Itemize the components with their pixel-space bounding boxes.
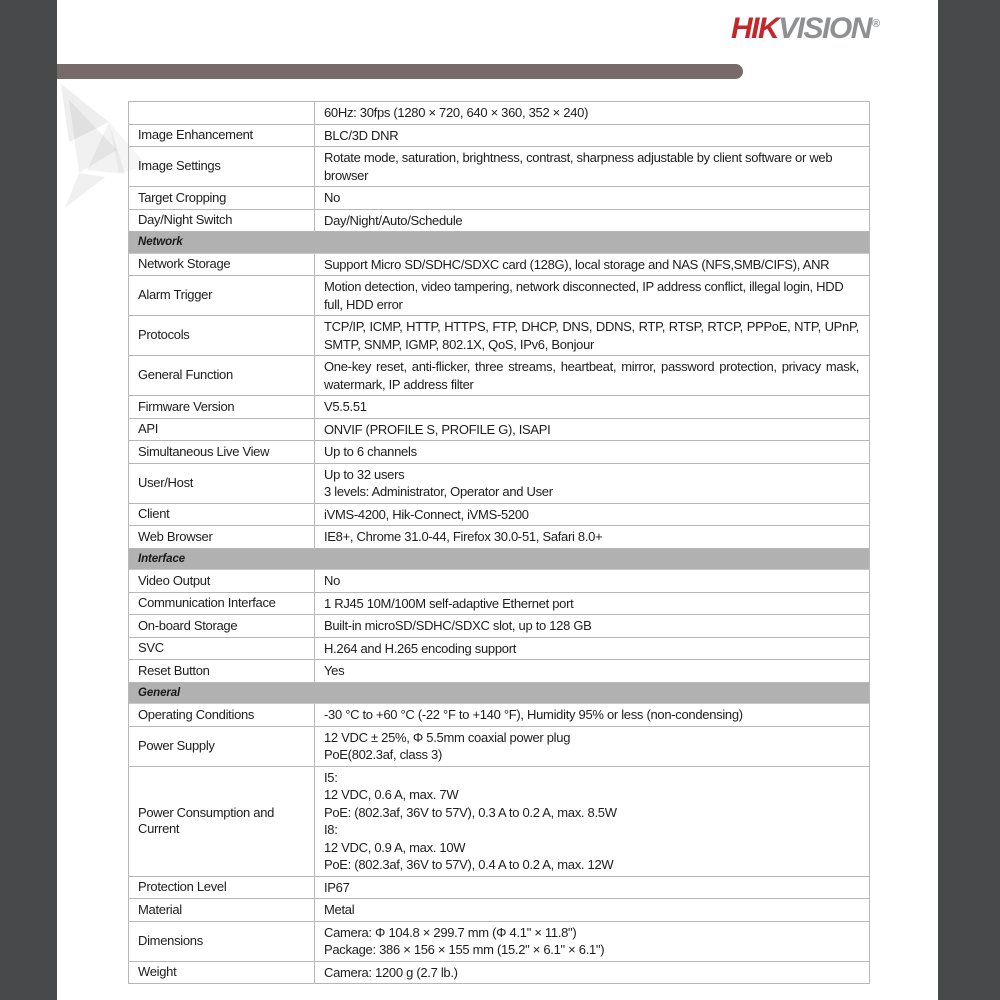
spec-value-api xyxy=(315,419,869,441)
spec-label-general-function: General Function xyxy=(129,356,315,395)
spec-value-protocols xyxy=(315,316,869,355)
spec-label-firmware-version: Firmware Version xyxy=(129,396,315,418)
spec-value-operating-conditions xyxy=(315,704,869,726)
spec-row-dimensions xyxy=(129,922,869,962)
spec-value-line: I8: xyxy=(324,822,338,837)
spec-row-operating-conditions xyxy=(129,704,869,727)
spec-value-line: Support Micro SD/SDHC/SDXC card (128G), local storage and NAS (NFS,SMB/CIFS), ANR xyxy=(324,256,830,272)
spec-row-network-storage xyxy=(129,254,869,277)
spec-row-api xyxy=(129,419,869,442)
spec-value-line: Motion detection, video tampering, network disconnected, IP address conflict, illegal login, HDD full, HDD error xyxy=(324,279,844,312)
spec-value-svc xyxy=(315,638,869,660)
spec-value-client xyxy=(315,504,869,526)
spec-value-firmware-version xyxy=(315,396,869,418)
spec-label-client: Client xyxy=(129,504,315,526)
spec-label-target-cropping: Target Cropping xyxy=(129,187,315,209)
spec-value-line: TCP/IP, ICMP, HTTP, HTTPS, FTP, DHCP, DNS, DDNS, RTP, RTSP, RTCP, PPPoE, NTP, UPnP, SMTP, SNMP, IGMP, 802.1X, QoS, IPv6, Bonjour xyxy=(324,319,859,352)
spec-value-line: ONVIF (PROFILE S, PROFILE G), ISAPI xyxy=(324,421,551,437)
spec-value-line: Metal xyxy=(324,902,355,917)
spec-label-simultaneous-live-view: Simultaneous Live View xyxy=(129,441,315,463)
logo-hik-text: HIK xyxy=(731,12,779,45)
spec-row-firmware-version xyxy=(129,396,869,419)
spec-value-line: 60Hz: 30fps (1280 × 720, 640 × 360, 352 × 240) xyxy=(324,105,589,120)
spec-value-target-cropping xyxy=(315,187,869,209)
spec-row-image-enhancement xyxy=(129,125,869,148)
spec-value-video-output xyxy=(315,570,869,592)
spec-row-video-output xyxy=(129,570,869,593)
registered-trademark-symbol: ® xyxy=(871,18,880,30)
spec-row-material xyxy=(129,899,869,922)
spec-value-communication-interface xyxy=(315,593,869,615)
spec-row-on-board-storage xyxy=(129,615,869,638)
spec-row-weight xyxy=(129,962,869,985)
spec-value-line: PoE(802.3af, class 3) xyxy=(324,747,442,762)
spec-label-frame-rate-continued xyxy=(129,102,315,124)
spec-value-line: Up to 32 users xyxy=(324,466,405,482)
spec-row-power-consumption-and-current xyxy=(129,767,869,877)
spec-label-protocols: Protocols xyxy=(129,316,315,355)
spec-value-line: PoE: (802.3af, 36V to 57V), 0.4 A to 0.2 A, max. 12W xyxy=(324,857,614,872)
spec-label-protection-level: Protection Level xyxy=(129,877,315,899)
section-header-interface: Interface xyxy=(129,549,869,571)
spec-value-day-night-switch xyxy=(315,210,869,232)
spec-value-general-function xyxy=(315,356,869,395)
spec-label-on-board-storage: On-board Storage xyxy=(129,615,315,637)
spec-label-svc: SVC xyxy=(129,638,315,660)
spec-row-protection-level xyxy=(129,877,869,900)
spec-value-line: Camera: 1200 g (2.7 lb.) xyxy=(324,964,458,980)
spec-value-alarm-trigger xyxy=(315,276,869,315)
spec-label-api: API xyxy=(129,419,315,441)
spec-row-general-function xyxy=(129,356,869,396)
left-margin-band xyxy=(0,0,57,1000)
spec-value-line: No xyxy=(324,573,341,588)
spec-row-reset-button xyxy=(129,660,869,683)
spec-value-simultaneous-live-view xyxy=(315,441,869,463)
spec-value-line: PoE: (802.3af, 36V to 57V), 0.3 A to 0.2 A, max. 8.5W xyxy=(324,804,617,820)
spec-value-network-storage xyxy=(315,254,869,276)
hikvision-logo xyxy=(731,12,880,46)
spec-label-dimensions: Dimensions xyxy=(129,922,315,961)
spec-value-image-enhancement xyxy=(315,125,869,147)
spec-value-image-settings xyxy=(315,147,869,186)
spec-row-client xyxy=(129,504,869,527)
spec-value-line: 1 RJ45 10M/100M self-adaptive Ethernet port xyxy=(324,595,574,611)
spec-value-line: 12 VDC, 0.6 A, max. 7W xyxy=(324,787,459,802)
spec-label-operating-conditions: Operating Conditions xyxy=(129,704,315,726)
spec-value-weight xyxy=(315,962,869,984)
spec-value-power-consumption-and-current xyxy=(315,767,869,876)
spec-value-line: BLC/3D DNR xyxy=(324,127,399,143)
spec-row-simultaneous-live-view xyxy=(129,441,869,464)
spec-label-image-settings: Image Settings xyxy=(129,147,315,186)
spec-row-day-night-switch xyxy=(129,210,869,233)
spec-label-web-browser: Web Browser xyxy=(129,526,315,548)
spec-value-line: IE8+, Chrome 31.0-44, Firefox 30.0-51, Safari 8.0+ xyxy=(324,529,603,544)
spec-value-reset-button xyxy=(315,660,869,682)
spec-value-line: -30 °C to +60 °C (-22 °F to +140 °F), Humidity 95% or less (non-condensing) xyxy=(324,707,743,722)
right-margin-band xyxy=(938,0,1000,1000)
spec-label-power-consumption-and-current: Power Consumption and Current xyxy=(129,767,315,876)
spec-label-image-enhancement: Image Enhancement xyxy=(129,125,315,147)
spec-value-line: One-key reset, anti-flicker, three streams, heartbeat, mirror, password protection, privacy mask, watermark, IP address filter xyxy=(324,359,859,392)
spec-label-user-host: User/Host xyxy=(129,464,315,503)
spec-label-video-output: Video Output xyxy=(129,570,315,592)
spec-row-user-host xyxy=(129,464,869,504)
header-divider-bar xyxy=(57,64,743,79)
section-header-general: General xyxy=(129,683,869,705)
spec-label-weight: Weight xyxy=(129,962,315,984)
spec-value-material xyxy=(315,899,869,921)
spec-value-on-board-storage xyxy=(315,615,869,637)
spec-value-protection-level xyxy=(315,877,869,899)
spec-value-line: I5: xyxy=(324,769,338,785)
spec-value-line: 12 VDC ± 25%, Φ 5.5mm coaxial power plug xyxy=(324,729,571,745)
spec-label-alarm-trigger: Alarm Trigger xyxy=(129,276,315,315)
spec-value-line: Rotate mode, saturation, brightness, contrast, sharpness adjustable by client software or web browser xyxy=(324,150,833,183)
spec-value-user-host xyxy=(315,464,869,503)
spec-value-line: Built-in microSD/SDHC/SDXC slot, up to 128 GB xyxy=(324,618,592,633)
spec-value-line: 3 levels: Administrator, Operator and User xyxy=(324,484,553,499)
spec-row-frame-rate-continued xyxy=(129,102,869,125)
spec-row-protocols xyxy=(129,316,869,356)
spec-value-power-supply xyxy=(315,727,869,766)
spec-value-line: IP67 xyxy=(324,879,350,895)
spec-row-communication-interface xyxy=(129,593,869,616)
spec-row-target-cropping xyxy=(129,187,869,210)
spec-value-dimensions xyxy=(315,922,869,961)
spec-label-material: Material xyxy=(129,899,315,921)
spec-value-line: Package: 386 × 156 × 155 mm (15.2" × 6.1" × 6.1") xyxy=(324,942,605,957)
spec-value-line: No xyxy=(324,190,341,205)
spec-row-alarm-trigger xyxy=(129,276,869,316)
spec-value-line: Up to 6 channels xyxy=(324,444,417,459)
specification-table xyxy=(128,101,870,984)
spec-value-line: H.264 and H.265 encoding support xyxy=(324,640,517,656)
spec-value-frame-rate-continued xyxy=(315,102,869,124)
spec-value-line: iVMS-4200, Hik-Connect, iVMS-5200 xyxy=(324,506,529,522)
spec-label-communication-interface: Communication Interface xyxy=(129,593,315,615)
spec-value-web-browser xyxy=(315,526,869,548)
section-header-network: Network xyxy=(129,232,869,254)
spec-row-svc xyxy=(129,638,869,661)
spec-label-power-supply: Power Supply xyxy=(129,727,315,766)
spec-label-day-night-switch: Day/Night Switch xyxy=(129,210,315,232)
logo-vision-text: VISION xyxy=(778,12,871,45)
spec-value-line: Yes xyxy=(324,663,345,678)
spec-label-network-storage: Network Storage xyxy=(129,254,315,276)
spec-row-web-browser xyxy=(129,526,869,549)
spec-row-image-settings xyxy=(129,147,869,187)
spec-value-line: Day/Night/Auto/Schedule xyxy=(324,212,463,228)
spec-row-power-supply xyxy=(129,727,869,767)
spec-value-line: V5.5.51 xyxy=(324,399,367,414)
spec-label-reset-button: Reset Button xyxy=(129,660,315,682)
spec-value-line: Camera: Φ 104.8 × 299.7 mm (Φ 4.1" × 11.8") xyxy=(324,924,577,940)
spec-value-line: 12 VDC, 0.9 A, max. 10W xyxy=(324,839,466,855)
